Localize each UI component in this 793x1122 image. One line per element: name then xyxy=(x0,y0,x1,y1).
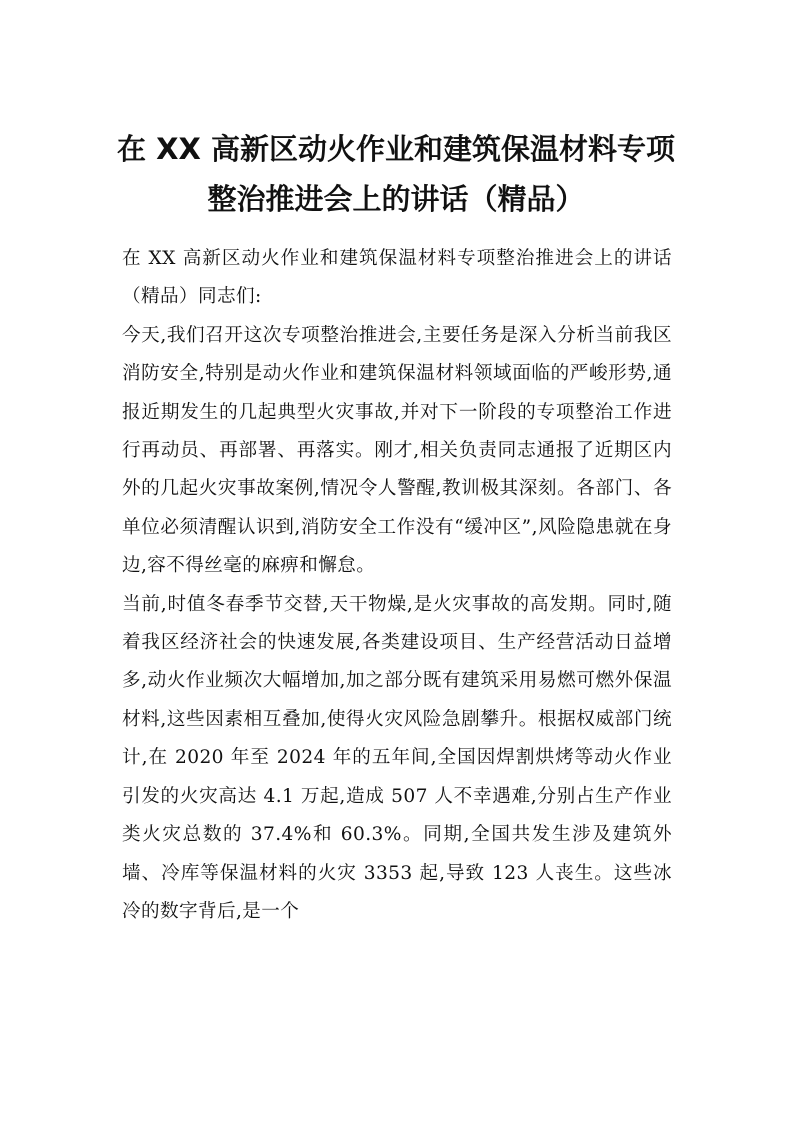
paragraph-greeting: 在 XX 高新区动火作业和建筑保温材料专项整治推进会上的讲话（精品）同志们: xyxy=(122,248,672,308)
paragraph-opening: 今天,我们召开这次专项整治推进会,主要任务是深入分析当前我区消防安全,特别是动火作业和建筑保温材料领域面临的严峻形势,通报近期发生的几起典型火灾事故,并对下一阶段的专项整治工作进行再动员、再部署、再落实。刚才,相关负责同志通报了近期区内外的几起火灾事故案例,情况令人警醒,教训极其深刻。各部门、各单位必须清醒认识到,消防安全工作没有“缓冲区”,风险隐患就在身边,容不得丝毫的麻痹和懈怠。 xyxy=(122,324,672,577)
paragraph-situation: 当前,时值冬春季节交替,天干物燥,是火灾事故的高发期。同时,随着我区经济社会的快速发展,各类建设项目、生产经营活动日益增多,动火作业频次大幅增加,加之部分既有建筑采用易燃可燃外保温材料,这些因素相互叠加,使得火灾风险急剧攀升。根据权威部门统计,在 2020 年至 2024 年的五年间,全国因焊割烘烤等动火作业引发的火灾高达 4.1 万起,造成 507 人不幸遇难,分别占生产作业类火灾总数的 37.4%和 60.3%。同期,全国共发生涉及建筑外墙、冷库等保温材料的火灾 3353 起,导致 123 人丧生。这些冰冷的数字背后,是一个 xyxy=(122,593,672,922)
document-body xyxy=(122,240,672,931)
document-title xyxy=(96,124,696,224)
title-line-2: 整治推进会上的讲话（精品） xyxy=(207,182,585,216)
title-line-1: 在 XX 高新区动火作业和建筑保温材料专项 xyxy=(117,132,675,166)
